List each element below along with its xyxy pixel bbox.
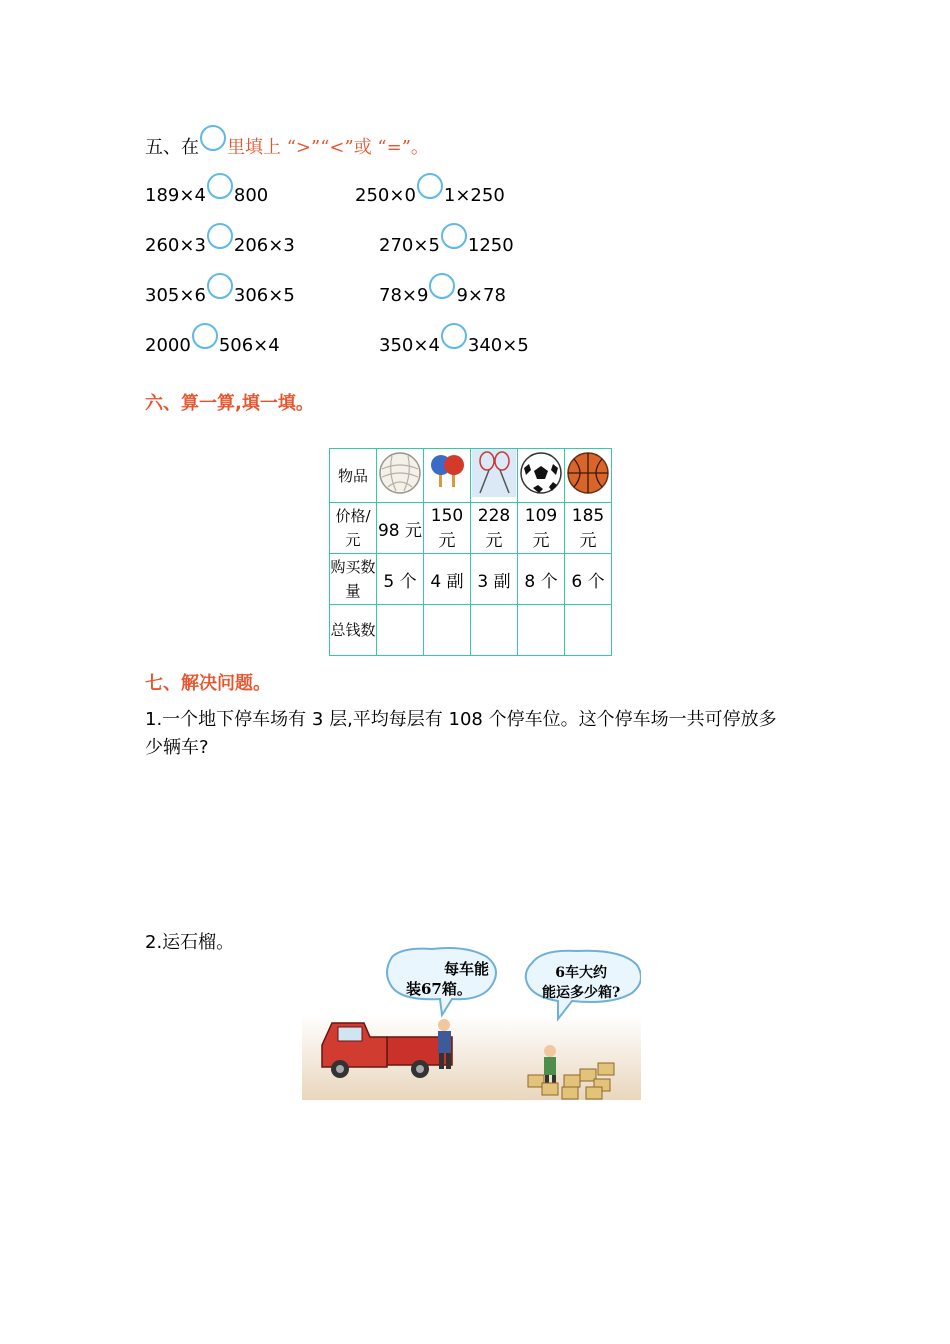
goods-table — [329, 448, 612, 656]
answer-circle[interactable] — [200, 125, 226, 151]
expr: 206×3 — [233, 235, 295, 256]
section7-title: 七、解决问题。 — [145, 673, 271, 694]
expr: 350×4 — [379, 335, 440, 356]
question-1-line-2: 少辆车? — [145, 737, 209, 758]
compare-row-2-right — [379, 233, 514, 259]
total-answer-cell[interactable] — [424, 605, 471, 656]
table-row — [330, 449, 612, 503]
row-header: 价格/元 — [330, 503, 377, 554]
compare-row-2-left — [145, 233, 295, 259]
table-row — [330, 554, 612, 605]
total-answer-cell[interactable] — [565, 605, 612, 656]
table-row — [330, 503, 612, 554]
expr: 2000 — [145, 335, 191, 356]
answer-circle[interactable] — [192, 323, 218, 349]
question-2: 2.运石榴。 — [145, 932, 235, 953]
expr: 270×5 — [379, 235, 440, 256]
pomegranate-transport-illustration — [302, 945, 641, 1100]
basketball-icon — [565, 449, 612, 503]
expr: 506×4 — [218, 335, 280, 356]
question-1-line-1: 1.一个地下停车场有 3 层,平均每层有 108 个停车位。这个停车场一共可停放多 — [145, 709, 777, 730]
answer-circle[interactable] — [417, 173, 443, 199]
badminton-rackets-icon — [471, 449, 518, 503]
answer-circle[interactable] — [207, 273, 233, 299]
table-row — [330, 605, 612, 656]
bubble-text: 6车大约 — [555, 965, 607, 981]
speech-bubble-1 — [406, 959, 490, 999]
section5-title-prefix: 五、在 — [145, 137, 199, 158]
expr: 1×250 — [443, 185, 505, 206]
quantity-cell: 6 个 — [565, 554, 612, 605]
answer-circle[interactable] — [429, 273, 455, 299]
ping-pong-paddles-icon — [424, 449, 471, 503]
price-cell: 150元 — [424, 503, 471, 554]
expr: 800 — [233, 185, 269, 206]
expr: 306×5 — [233, 285, 295, 306]
expr: 9×78 — [456, 285, 506, 306]
answer-circle[interactable] — [207, 223, 233, 249]
compare-row-4-right — [379, 333, 529, 359]
section5-title-suffix: 里填上 “>”“<”或 “=”。 — [227, 137, 429, 158]
compare-row-4-left — [145, 333, 280, 359]
total-answer-cell[interactable] — [471, 605, 518, 656]
total-answer-cell[interactable] — [377, 605, 424, 656]
section6-title: 六、算一算,填一填。 — [145, 393, 314, 414]
expr: 1250 — [467, 235, 514, 256]
expr: 250×0 — [355, 185, 416, 206]
section5-title — [145, 133, 429, 161]
quantity-cell: 4 副 — [424, 554, 471, 605]
quantity-cell: 3 副 — [471, 554, 518, 605]
bubble-text: 每车能 — [444, 960, 490, 978]
expr: 260×3 — [145, 235, 206, 256]
compare-row-3-left — [145, 283, 295, 309]
quantity-cell: 8 个 — [518, 554, 565, 605]
row-header: 购买数量 — [330, 554, 377, 605]
answer-circle[interactable] — [441, 323, 467, 349]
answer-circle[interactable] — [207, 173, 233, 199]
compare-row-3-right — [379, 283, 506, 309]
row-header: 物品 — [330, 449, 377, 503]
expr: 189×4 — [145, 185, 206, 206]
compare-row-1-right — [355, 183, 505, 209]
speech-bubble-2 — [542, 963, 620, 1003]
quantity-cell: 5 个 — [377, 554, 424, 605]
price-cell: 185元 — [565, 503, 612, 554]
bubble-text: 装67箱。 — [406, 980, 472, 998]
row-header: 总钱数 — [330, 605, 377, 656]
soccer-ball-icon — [518, 449, 565, 503]
price-cell: 98 元 — [377, 503, 424, 554]
answer-circle[interactable] — [441, 223, 467, 249]
price-cell: 228元 — [471, 503, 518, 554]
expr: 78×9 — [379, 285, 429, 306]
compare-row-1-left — [145, 183, 268, 209]
total-answer-cell[interactable] — [518, 605, 565, 656]
expr: 340×5 — [467, 335, 529, 356]
volleyball-icon — [377, 449, 424, 503]
bubble-text: 能运多少箱? — [542, 985, 621, 1001]
expr: 305×6 — [145, 285, 206, 306]
price-cell: 109元 — [518, 503, 565, 554]
